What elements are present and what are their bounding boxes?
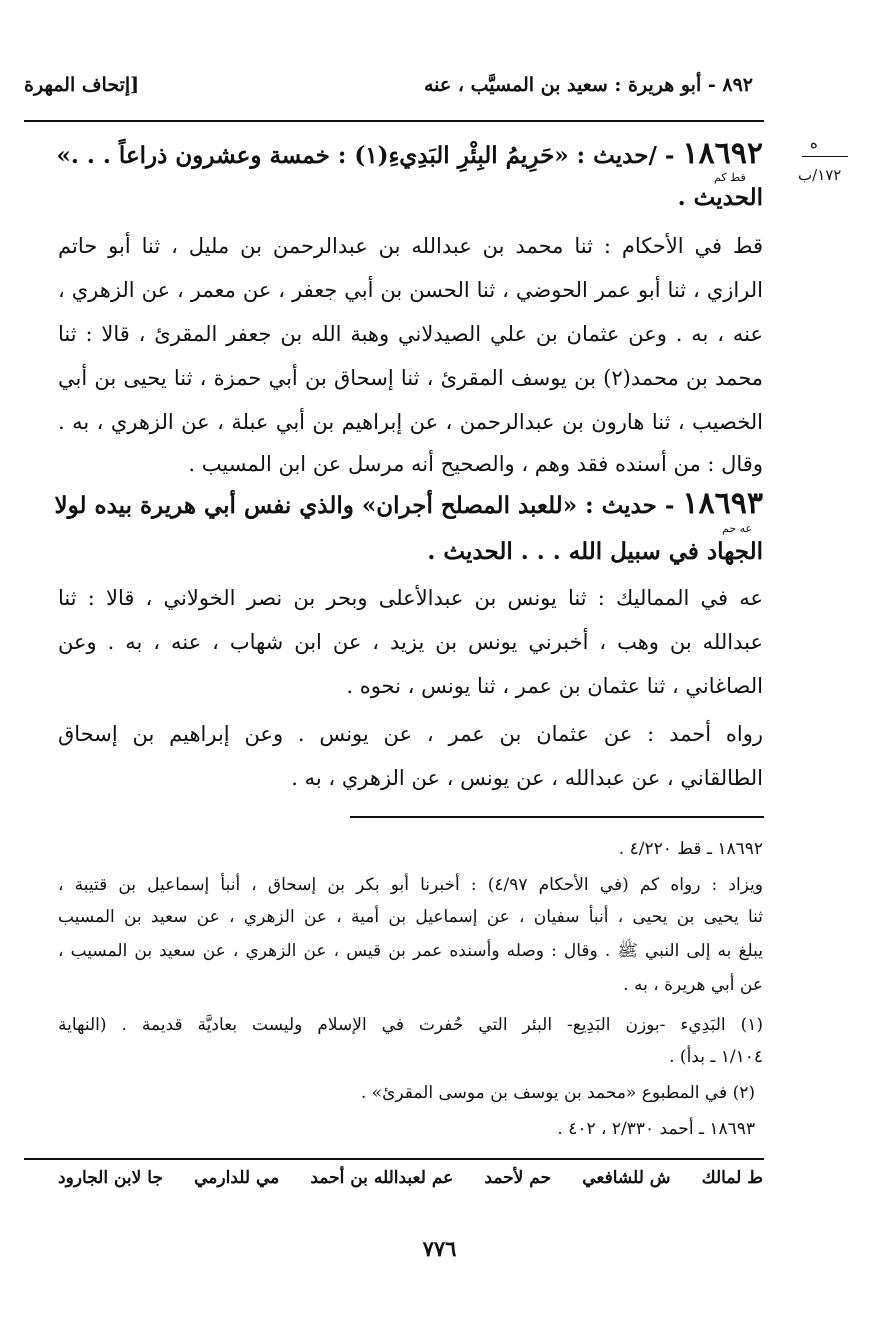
hadith-heading-text: - حديث : «للعبد المصلح أجران» والذي نفس أبي هريرة بيده لولا: [54, 492, 683, 519]
margin-line: [802, 156, 848, 157]
hadith-body-line: وقال : من أسنده فقد وهم ، والصحيح أنه مرسل عن ابن المسيب .: [188, 452, 763, 476]
hadith-body-line: محمد بن محمد(٢) بن يوسف المقرئ ، ثنا إسحاق بن أبي حمزة ، ثنا يحيى بن أبي: [58, 366, 763, 390]
abbreviation-legend: [58, 1168, 763, 1188]
footnote-line: (١) البَدِيء -بوزن البَدِيع- البئر التي حُفرت في الإسلام وليست بعاديَّة قديمة . (النهاية: [58, 1015, 763, 1035]
hadith-number: ١٨٦٩٢: [682, 136, 763, 171]
hadith-heading: [54, 486, 763, 521]
hadith-body-line: الصاغاني ، ثنا عثمان بن عمر ، ثنا يونس ، نحوه .: [346, 674, 763, 698]
page-number: ٧٧٦: [422, 1236, 457, 1261]
hadith-body-line: عه في المماليك : ثنا يونس بن عبدالأعلى وبحر بن نصر الخولاني ، قالا : ثنا: [58, 586, 763, 610]
hadith-body-line: رواه أحمد : عن عثمان بن عمر ، عن يونس . وعن إبراهيم بن إسحاق: [58, 722, 763, 746]
legend-item: ط لمالك: [701, 1168, 763, 1188]
legend-item: حم لأحمد: [484, 1168, 552, 1188]
footnote-line: يبلغ به إلى النبي ﷺ . وقال : وصله وأسنده عمر بن قيس ، عن الزهري ، عن سعيد بن المسيب ،: [58, 941, 763, 961]
hadith-number: ١٨٦٩٣: [682, 486, 763, 521]
hadith-body-line: عبدالله بن وهب ، أخبرني يونس بن يزيد ، عن ابن شهاب ، عنه ، به . وعن: [58, 630, 763, 654]
running-header-title: ٨٩٢ - أبو هريرة : سعيد بن المسيَّب ، عنه: [424, 74, 753, 96]
footnote-line: ويزاد : رواه كم (في الأحكام ٤/٩٧) : أخبرنا أبو بكر بن إسحاق ، أنبأ إسماعيل بن قتيبة ،: [58, 875, 764, 895]
legend-item: ش للشافعي: [582, 1168, 671, 1188]
legend-item: عم لعبدالله بن أحمد: [310, 1168, 454, 1188]
margin-folio: ١٧٢/ب: [798, 166, 842, 184]
hadith-heading: [56, 136, 763, 171]
footnote-line: ١٨٦٩٢ ـ قط ٤/٢٢٠ .: [618, 839, 763, 859]
hadith-heading-continuation: الحديث .: [677, 184, 763, 211]
footnote-line: ثنا يحيى بن يحيى ، أنبأ سفيان ، عن إسماعيل بن أمية ، عن الزهري ، عن سعيد بن المسيب: [58, 907, 763, 927]
margin-mark: ه: [810, 134, 818, 152]
hadith-body-line: الرازي ، ثنا أبو عمر الحوضي ، ثنا الحسن بن أبي جعفر ، عن معمر ، عن الزهري ،: [58, 278, 763, 302]
legend-item: مي للدارمي: [194, 1168, 280, 1188]
source-abbreviations: عه حم: [722, 522, 753, 535]
hadith-body-line: الخصيب ، ثنا هارون بن عبدالرحمن ، عن إبراهيم بن أبي عبلة ، عن الزهري ، به .: [58, 410, 763, 434]
hadith-body-line: عنه ، به . وعن عثمان بن علي الصيدلاني وهبة الله بن جعفر المقرئ ، قالا : ثنا: [58, 322, 763, 346]
hadith-heading-text: - /حديث : «حَرِيمُ البِئْرِ البَدِيءِ(١) : خمسة وعشرون ذراعاً . . .»: [56, 142, 683, 169]
footnote-rule: [350, 816, 764, 818]
legend-rule: [24, 1158, 764, 1160]
footnote-line: عن أبي هريرة ، به .: [623, 975, 763, 995]
hadith-body-line: الطالقاني ، عن عبدالله ، عن يونس ، عن الزهري ، به .: [291, 766, 763, 790]
running-header-book: [إتحاف المهرة: [24, 74, 140, 96]
hadith-heading-continuation: الجهاد في سبيل الله . . . الحديث .: [427, 538, 763, 565]
source-abbreviations: قط كم: [714, 171, 746, 184]
footnote-line: ١/١٠٤ ـ بدأ) .: [669, 1047, 763, 1067]
header-rule: [24, 120, 764, 122]
hadith-body-line: قط في الأحكام : ثنا محمد بن عبدالله بن عبدالرحمن بن مليل ، ثنا أبو حاتم: [58, 234, 763, 258]
legend-item: جا لابن الجارود: [58, 1168, 163, 1188]
footnote-line: (٢) في المطبوع «محمد بن يوسف بن موسى المقرئ» .: [360, 1083, 755, 1103]
footnote-line: ١٨٦٩٣ ـ أحمد ٢/٣٣٠ ، ٤٠٢ .: [557, 1119, 755, 1139]
